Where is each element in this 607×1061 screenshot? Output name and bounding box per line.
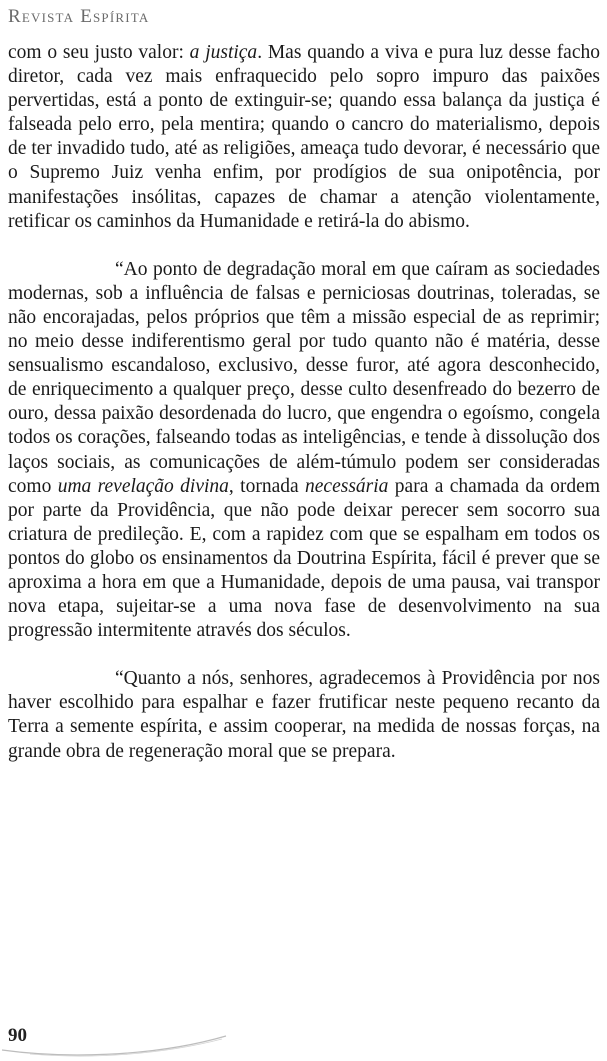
body-text — [8, 41, 600, 764]
italic-run: uma revelação divina — [57, 475, 229, 497]
text-run: com o seu justo valor: — [8, 42, 190, 63]
text-run: , tornada — [228, 475, 306, 497]
text-run: para a chamada da ordem por parte da Providência, que não pode deixar perecer sem socorro sua criatura de predileção. E, com a rapidez com que se espalham em todos os pontos do globo os ensinamentos da Doutrina Espírita, fácil é prever que se aproxima a hora em que a Humanidade, depois de uma pausa, vai transpor nova etapa, sujeitar-se a uma nova fase de desenvolvimento na sua progressão intermitente através dos séculos. — [8, 475, 600, 642]
paragraph — [8, 41, 600, 234]
paragraph — [8, 258, 600, 644]
italic-run: necessária — [305, 475, 389, 497]
text-run: “Quanto a nós, senhores, agradecemos à Providência por nos haver escolhido para espalhar e fazer frutificar neste pequeno recanto da Terra a semente espírita, e assim cooperar, na medida de nossas forças, na grande obra de regeneração moral que se prepara. — [8, 668, 600, 762]
paragraph-gap — [8, 234, 600, 258]
paragraph-gap — [8, 643, 600, 667]
page-number-swoosh-ornament — [0, 1028, 230, 1058]
text-run: . Mas quando a viva e pura luz desse facho diretor, cada vez mais enfraquecido pelo sopro impuro das paixões pervertidas, está a ponto de extinguir-se; quando essa balança da justiça é falseada pelo erro, pela mentira; quando o cancro do materialismo, depois de ter invadido tudo, até as religiões, ameaça tudo devorar, é necessário que o Supremo Juiz venha enfim, por prodígios de sua onipotência, por manifestações insólitas, capazes de chamar a atenção violentamente, retificar os caminhos da Humanidade e retirá-la do abismo. — [8, 42, 600, 232]
page-number: 90 — [8, 1025, 27, 1046]
text-run: “Ao ponto de degradação moral em que caíram as sociedades modernas, sob a influência de falsas e perniciosas doutrinas, toleradas, se não encorajadas, pelos próprios que têm a missão especial de as reprimir; no meio desse indiferentismo geral por tudo quanto não é matéria, desse sensualismo escandaloso, exclusivo, desse furor, até agora desconhecido, de enriquecimento a qualquer preço, desse culto desenfreado do bezerro de ouro, dessa paixão desordenada do lucro, que engendra o egoísmo, congela todos os corações, falseando todas as inteligências, e tende à dissolução dos laços sociais, as comunicações de além-túmulo podem ser consideradas como — [8, 258, 600, 497]
paragraph — [8, 667, 600, 763]
running-header: Revista Espírita — [8, 6, 150, 27]
italic-run: a justiça — [189, 42, 258, 63]
